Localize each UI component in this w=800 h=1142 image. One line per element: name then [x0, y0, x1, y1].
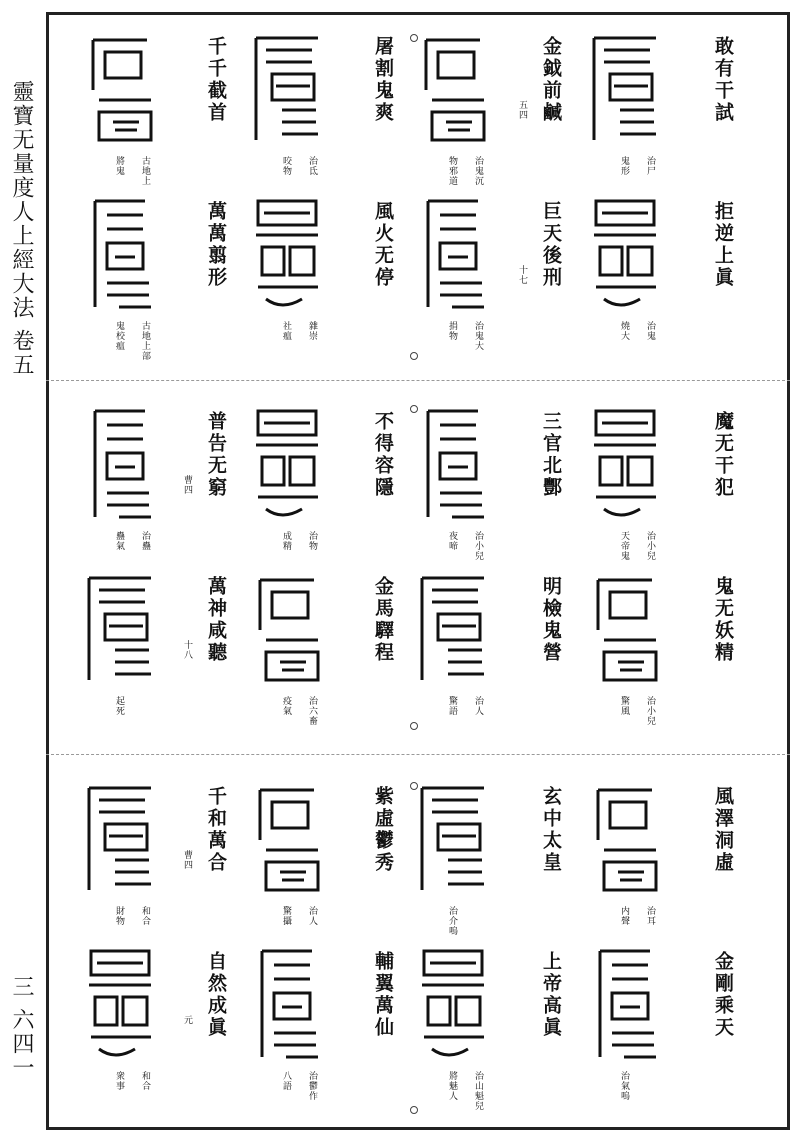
incantation-title: 敢有干試	[712, 36, 734, 124]
talisman-note: 八語	[281, 1071, 291, 1091]
talisman-seal-script	[590, 570, 660, 690]
incantation-title: 自然成眞	[205, 951, 227, 1039]
incantation-title: 千千截首	[205, 36, 227, 124]
incantation-title: 千和萬合	[205, 786, 227, 874]
talisman-note: 疫氣	[281, 696, 291, 716]
talisman-note: 成精	[281, 531, 291, 551]
folio-mark: 元	[182, 1015, 192, 1025]
block-divider	[46, 754, 790, 755]
talisman-seal-script	[85, 570, 155, 690]
folio-mark: 十七	[517, 265, 527, 285]
talisman-note: 天帝鬼	[619, 531, 629, 561]
incantation-title: 三官北酆	[540, 411, 562, 499]
talisman-note: 燒大	[619, 321, 629, 341]
binding-hole	[410, 352, 418, 360]
talisman-note: 和合	[140, 906, 150, 926]
incantation-title: 紫虛鬱秀	[372, 786, 394, 874]
talisman-note: 治六畜	[307, 696, 317, 726]
talisman-seal-script	[590, 195, 660, 315]
talisman-seal-script	[85, 945, 155, 1065]
incantation-title: 金剛乘天	[712, 951, 734, 1039]
talisman-seal-script	[252, 405, 322, 525]
talisman-seal-script	[252, 30, 322, 150]
talisman-note: 治小兒	[473, 531, 483, 561]
incantation-title: 鬼无妖精	[712, 576, 734, 664]
incantation-title: 屠割鬼爽	[372, 36, 394, 124]
binding-hole	[410, 1106, 418, 1114]
talisman-note: 治蠱	[140, 531, 150, 551]
talisman-seal-script	[252, 570, 322, 690]
margin-page-number: 三 六四一	[9, 975, 34, 1080]
talisman-note: 夜啼	[447, 531, 457, 551]
talisman-note: 物邪道	[447, 156, 457, 186]
folio-mark: 五四	[517, 100, 527, 120]
talisman-note: 鬼校瘟	[114, 321, 124, 351]
talisman-note: 治尸	[645, 156, 655, 176]
talisman-seal-script	[418, 945, 488, 1065]
talisman-note: 治小兒	[645, 531, 655, 561]
folio-mark: 曹四	[182, 850, 192, 870]
talisman-note: 治鬱作	[307, 1071, 317, 1101]
incantation-title: 萬萬翦形	[205, 201, 227, 289]
talisman-seal-script	[590, 405, 660, 525]
incantation-title: 上帝高眞	[540, 951, 562, 1039]
talisman-note: 和合	[140, 1071, 150, 1091]
talisman-seal-script	[590, 945, 660, 1065]
talisman-seal-script	[590, 30, 660, 150]
incantation-title: 萬神咸聽	[205, 576, 227, 664]
talisman-note: 捐物	[447, 321, 457, 341]
incantation-title: 巨天後刑	[540, 201, 562, 289]
talisman-note: 治山魁兒	[473, 1071, 483, 1111]
talisman-note: 衆事	[114, 1071, 124, 1091]
talisman-seal-script	[252, 195, 322, 315]
talisman-seal-script	[418, 570, 488, 690]
talisman-note: 治介嗚	[447, 906, 457, 936]
talisman-note: 古地上部	[140, 321, 150, 361]
talisman-seal-script	[418, 30, 488, 150]
talisman-note: 財物	[114, 906, 124, 926]
talisman-note: 驚攝	[281, 906, 291, 926]
talisman-note: 驚語	[447, 696, 457, 716]
talisman-seal-script	[418, 405, 488, 525]
folio-mark: 曹四	[182, 475, 192, 495]
talisman-note: 將魅人	[447, 1071, 457, 1101]
margin-book-title: 靈寶无量度人上經大法 卷五	[9, 80, 34, 377]
incantation-title: 輔翼萬仙	[372, 951, 394, 1039]
talisman-seal-script	[418, 780, 488, 900]
talisman-note: 治人	[307, 906, 317, 926]
talisman-note: 治鬼沉	[473, 156, 483, 186]
binding-hole	[410, 405, 418, 413]
talisman-note: 治小兒	[645, 696, 655, 726]
talisman-note: 驚風	[619, 696, 629, 716]
talisman-seal-script	[252, 945, 322, 1065]
talisman-note: 治鬼大	[473, 321, 483, 351]
talisman-note: 雜崇	[307, 321, 317, 341]
binding-hole	[410, 782, 418, 790]
incantation-title: 拒逆上眞	[712, 201, 734, 289]
incantation-title: 不得容隱	[372, 411, 394, 499]
talisman-note: 蠱氣	[114, 531, 124, 551]
binding-hole	[410, 722, 418, 730]
talisman-note: 治物	[307, 531, 317, 551]
incantation-title: 風火无停	[372, 201, 394, 289]
talisman-note: 治人	[473, 696, 483, 716]
talisman-seal-script	[85, 30, 155, 150]
talisman-seal-script	[85, 405, 155, 525]
talisman-note: 治鬼	[645, 321, 655, 341]
incantation-title: 普告无窮	[205, 411, 227, 499]
incantation-title: 魔无干犯	[712, 411, 734, 499]
talisman-note: 鬼形	[619, 156, 629, 176]
incantation-title: 玄中太皇	[540, 786, 562, 874]
talisman-seal-script	[418, 195, 488, 315]
block-divider	[46, 380, 790, 381]
binding-hole	[410, 34, 418, 42]
talisman-note: 治耳	[645, 906, 655, 926]
talisman-seal-script	[85, 780, 155, 900]
talisman-note: 社瘟	[281, 321, 291, 341]
incantation-title: 金馬驛程	[372, 576, 394, 664]
talisman-note: 内聲	[619, 906, 629, 926]
talisman-seal-script	[85, 195, 155, 315]
incantation-title: 風澤洞虛	[712, 786, 734, 874]
talisman-note: 咬物	[281, 156, 291, 176]
talisman-note: 治氐	[307, 156, 317, 176]
talisman-seal-script	[590, 780, 660, 900]
folio-mark: 十八	[182, 640, 192, 660]
talisman-note: 治氣嗚	[619, 1071, 629, 1101]
talisman-note: 將鬼	[114, 156, 124, 176]
incantation-title: 金鉞前鹹	[540, 36, 562, 124]
talisman-note: 起死	[114, 696, 124, 716]
talisman-note: 古地上	[140, 156, 150, 186]
talisman-seal-script	[252, 780, 322, 900]
incantation-title: 明檢鬼營	[540, 576, 562, 664]
